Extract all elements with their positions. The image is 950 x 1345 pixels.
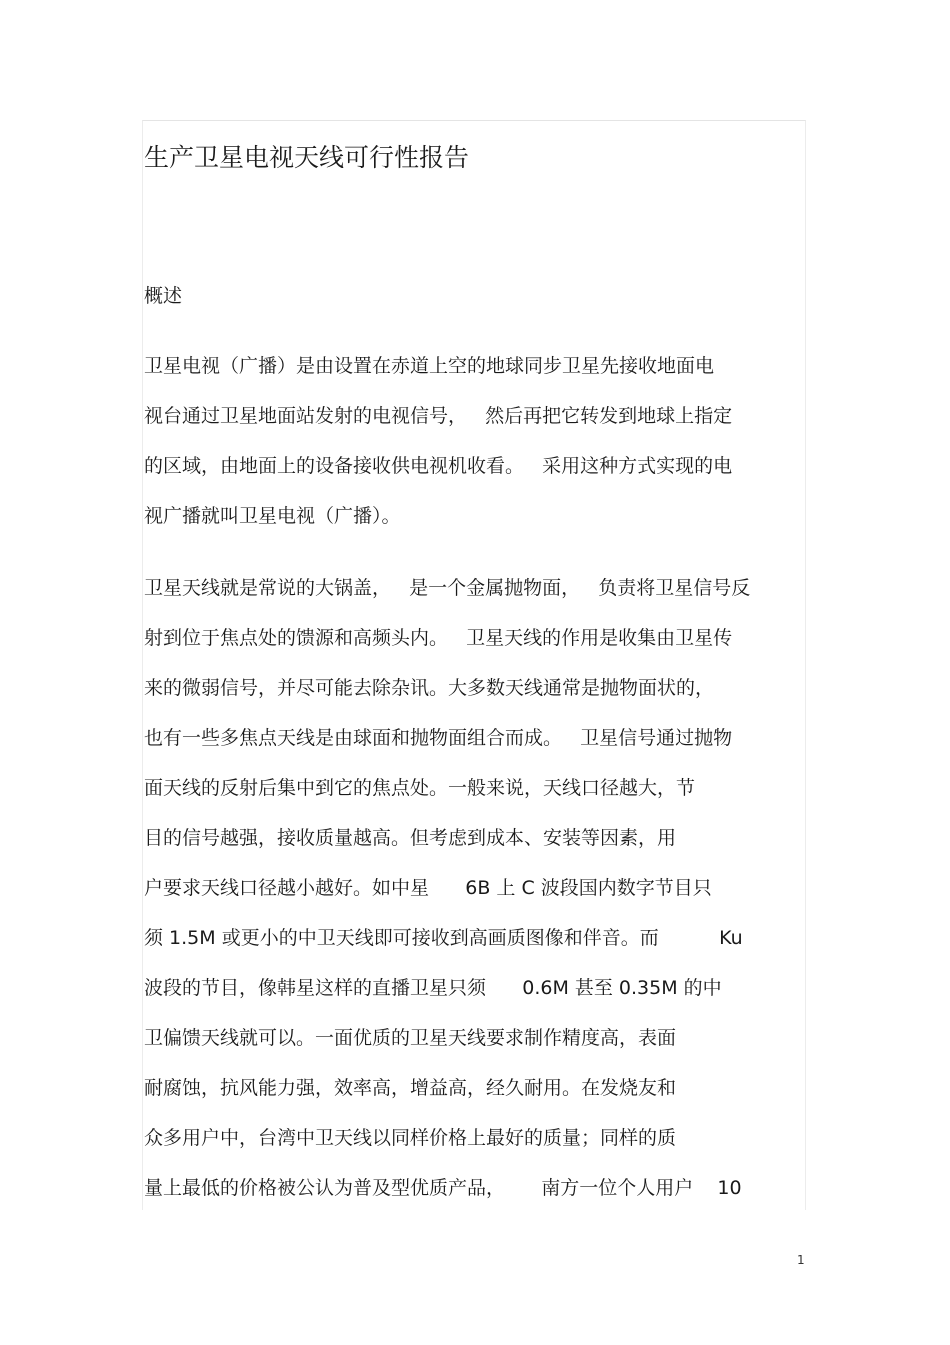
paragraph2-line: 众多用户中，台湾中卫天线以同样价格上最好的质量；同样的质 <box>144 1127 677 1149</box>
paragraph2-line: 来的微弱信号，并尽可能去除杂讯。大多数天线通常是抛物面状的， <box>144 677 715 699</box>
paragraph2-line: 量上最低的价格被公认为普及型优质产品， 南方一位个人用户 10 <box>144 1177 742 1199</box>
paragraph1-line: 的区域，由地面上的设备接收供电视机收看。 采用这种方式实现的电 <box>144 455 733 477</box>
paragraph2-line: 户要求天线口径越小越好。如中星 6B 上 C 波段国内数字节目只 <box>144 877 712 899</box>
paragraph2-line: 卫星天线就是常说的大锅盖， 是一个金属抛物面， 负责将卫星信号反 <box>144 577 751 599</box>
paragraph2-line: 须 1.5M 或更小的中卫天线即可接收到高画质图像和伴音。而 Ku <box>144 927 743 949</box>
paragraph2-line: 也有一些多焦点天线是由球面和抛物面组合而成。 卫星信号通过抛物 <box>144 727 733 749</box>
paragraph2-line: 面天线的反射后集中到它的焦点处。一般来说，天线口径越大，节 <box>144 777 696 799</box>
paragraph2-line: 卫偏馈天线就可以。一面优质的卫星天线要求制作精度高，表面 <box>144 1027 677 1049</box>
paragraph2-line: 波段的节目，像韩星这样的直播卫星只须 0.6M 甚至 0.35M 的中 <box>144 977 722 999</box>
paragraph1-line: 卫星电视（广播）是由设置在赤道上空的地球同步卫星先接收地面电 <box>144 355 715 377</box>
paragraph2-line: 射到位于焦点处的馈源和高频头内。 卫星天线的作用是收集由卫星传 <box>144 627 733 649</box>
paragraph2-line: 目的信号越强，接收质量越高。但考虑到成本、安装等因素，用 <box>144 827 677 849</box>
page-number: 1 <box>797 1253 805 1267</box>
paragraph1-line: 视广播就叫卫星电视（广播）。 <box>144 505 401 527</box>
paragraph2-line: 耐腐蚀，抗风能力强，效率高，增益高，经久耐用。在发烧友和 <box>144 1077 677 1099</box>
paragraph1-line: 视台通过卫星地面站发射的电视信号， 然后再把它转发到地球上指定 <box>144 405 733 427</box>
document-title: 生产卫星电视天线可行性报告 <box>144 143 470 172</box>
section-heading: 概述 <box>144 285 183 307</box>
